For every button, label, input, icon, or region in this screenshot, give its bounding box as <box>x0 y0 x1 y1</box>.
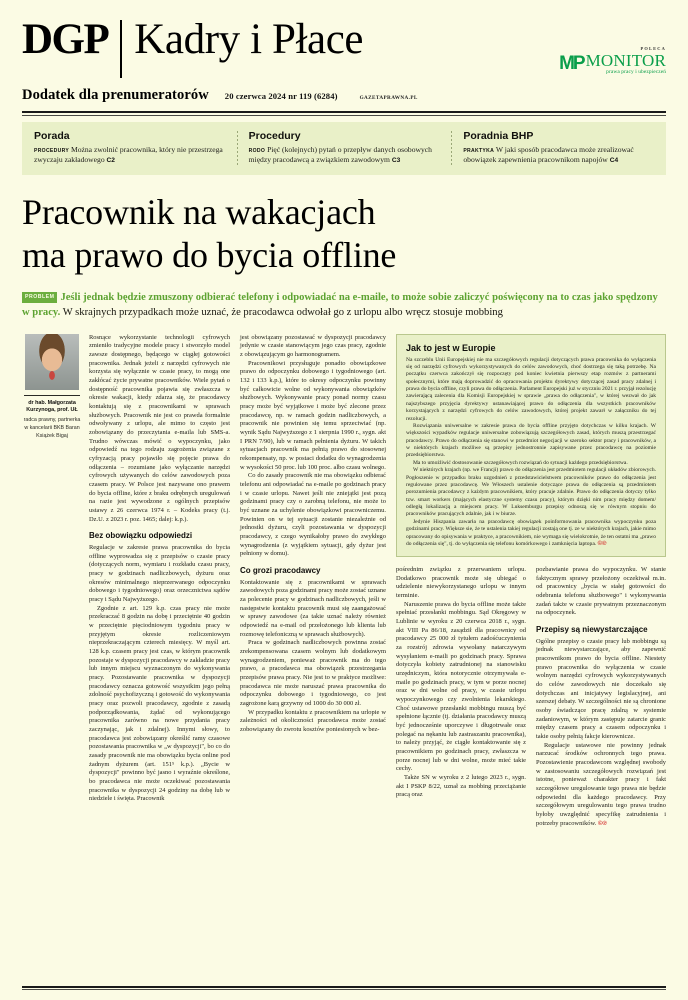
teaser-kicker: PRAKTYKA <box>463 147 495 154</box>
problem-badge: PROBLEM <box>22 292 57 303</box>
teaser-kicker: PROCEDURY <box>34 147 70 154</box>
paragraph: Ogólne przepisy o czasie pracy lub mobbingu są jednak niewystarczające, aby zapewnić pracownikom prawo do bycia offline. Niestety prawo pracownika do wyłączenia w czasie wolnym narzędzi cyfrowych wykorzystywanych do celów zawodowych nie doczekało się dotychczas ani inicjatywy legislacyjnej, ani szerszej debaty. W szczególności nie są chronione osoby świadczące pracę zdalną w systemie zadaniowym, w którym zastępuje zatarcie granic między czasem pracy a czasem odpoczynku i takie osoby pełnią fakcje kierownicze. <box>536 637 666 740</box>
mp-mark-icon: MP <box>559 53 584 75</box>
lead-highlight: Jeśli jednak będzie zmuszony odbierać telefony i odpowiadać na e-maile, to może sobie zaliczyć poświęcony na to czas jako spędzony w pracy. <box>22 291 658 319</box>
sidebar-title: Jak to jest w Europie <box>406 342 496 353</box>
article-lead <box>22 290 666 321</box>
lower-columns <box>396 566 666 828</box>
author-box <box>22 334 82 829</box>
paragraph <box>406 519 656 549</box>
teaser-body <box>463 145 654 166</box>
promo-name: MONITOR <box>585 51 666 70</box>
paragraph: W niektórych krajach (np. we Francji) prawo do odłączenia jest przedmiotem regulacji układów zbiorowych. Pogłoszenie w przypadku braku uzgodnień z przedstawicielstwem pracowników prawo do odłączenia jest regulowane przez pracodawcę. We Włoszech ustalenie dotyczące prawa do odłączenia są przedmiotem porozumienia pracodawcy z każdym pracownikiem, który pracuje zdalnie. Prawo do odłączenia dotyczy tylko tzw. smart workers (mających elastyczne systemy czasu pracy), którym dzięki nim pracy między domem/ odległą lokalizacją a miejscem pracy. W Luksemburgu przepisy odnoszą się w równym stopniu do pracowników pracujących zdalnie, jak i w biurze. <box>406 467 656 518</box>
masthead-divider <box>120 20 122 78</box>
paragraph: Rosnące wykorzystanie technologii cyfrowych zmieniło tradycyjne modele pracy i stworzyło model zawsze dostępnego, będącego w ciągłej gotowości pracownika. Jednak jeżeli z narzędzi cyfrowych nie korzysta się wyłącznie w czasie pracy, to mogą one zakłócać życie prywatne pracowników. Wiele pytań o dostępność pracownika pojawia się zwłaszcza w okresie wakacji, kiedy zdarza się, że pracodawcy kontaktują się z pracownikami w sprawach służbowych. Pracownik nie jest co prawda formalnie odwoływany z urlopu, ale mimo to często jest zobowiązany do przeczytania e-maila lub SMS-a. Trudno wówczas mówić o wypoczynku, jako odpowiedź na tego rodzaju zagrożenia związane z cyfryzacją pracy pojawiło się pojęcie prawa do odłączenia – rozumiane jako wyłączanie narzędzi cyfrowych używanych do celów zawodowych poza czasem pracy. W Polsce jest nazywane ono prawem do bycia offline, które z braku odrębnych uregulowań na razie jest wywodzone z ogólnych przepisów ustawy z 26 czerwca 1974 r. – Kodeks pracy (t.j. Dz.U. z 2023 r. poz. 1465; dalej: k.p.). <box>89 333 230 523</box>
teaser-page-ref: C4 <box>609 156 619 164</box>
column-three <box>396 566 526 828</box>
paragraph: pozbawianie prawa do wypoczynku. W stanie faktycznym sprawy przełożony oczekiwał m.in. od pracownicy „bycia w stałej gotowości do odebrania telefonu służbowego" i wykonywania zadań także w czasie prywatnym przeznaczonym na odpoczynek. <box>536 565 666 617</box>
teaser-body <box>249 145 440 166</box>
section-title: Kadry i Płace <box>134 16 364 63</box>
paragraph: Rozwiązania uniwersalne w zakresie prawa do bycia offline przyjęto dotychczas w kilku krajach. W większości wypadków regulacje uniwersalne zobowiązują szczegółowych zasad, których muszą przestrzegać pracodawcy. Prawo do odłączenia się stanowi w przedmiot negocjacji w szeroko sektor pracy i pracowników, a w niektórych krajach możliwe są przepisy jednostronnie zapisywane przez pracodawcę na poziomie przedsiębiorstwa. <box>406 422 656 459</box>
paragraph: pośrednim związku z przerwaniem urlopu. Dodatkowo pracownik może się ubiegać o udzielenie niewykorzystanego urlopu w innym terminie. <box>396 565 526 599</box>
website-url: GAZETAPRAWNA.PL <box>359 95 418 101</box>
paragraph: W przypadku kontaktu z pracownikiem na urlopie w zależności od okoliczności pracodawca może zostać zobowiązany do zwrotu kosztów poniesionych w bez- <box>240 708 386 734</box>
paragraph-text: Regulacje ustawowe nie powinny jednak narzucać środków ochronnych tego prawa. Pozostawienie pracodawcom względnej swobody w zastosowaniu szczegółowych rozwiązań jest istotne, ponieważ charakter pracy i fakt szczegółowe uregulowanie tego prawa nie będzie odpowiedni dla każdego pracodawcy. Przy szczegółowym uregulowaniu tego prawa trudno byłoby uwzględnić specyfikę zatrudnienia i potrzeby pracowników. <box>536 741 666 827</box>
paragraph: jest obowiązany pozostawać w dyspozycji pracodawcy jedynie w czasie stanowiącym jego czas pracy, zgodnie z obowiązującym go harmonogramem. <box>240 333 386 358</box>
paragraph: Na szczeblu Unii Europejskiej nie ma szczegółowych regulacji dotyczących prawa pracownika do wyłączenia się od narzędzi cyfrowych wykorzystywanych do celów zawodowych, choć dostrzega się taką potrzebę. Na początku czerwca zakończył się rozpoczęty pod koniec kwietnia pierwszy etap rozmów z partnerami społecznymi, które mają doprowadzić do opracowania projektu dyrektywy dotyczącej zasad pracy zdalnej i prawa do bycia offline, czyli prawa do odłączenia. Parlament Europejski już w styczniu 2021 r. przyjął rezolucję zawierającą zalecenia dla Komisji Europejskiej w sprawie „prawa do odłączenia", w której wezwał do jak najszybszego przyjęcia dyrektywy ustanawiającej prawo do odłączenia dla wszystkich pracowników korzystających z narzędzi cyfrowych do celów zawodowych, której projekt zawarł w załączniku do tej rezolucji. <box>406 356 656 422</box>
headline-line-2: ma prawo do bycia offline <box>22 234 397 275</box>
paragraph: Naruszenie prawa do bycia offline może także spełniać przesłanki mobbingu. Sąd Okręgowy w Lublinie w wyroku z 20 czerwca 2018 r., sygn. akt VIII Pa 86/18, zasądził dla pracownicy od pracodawcy 25 000 zł tytułem zadośćuczynienia za rozstrój zdrowia wywołany natarczywym wysyłaniem e-maili po godzinach pracy. Sprawa dotyczyła kobiety zatrudnionej na stanowisku urzędniczym, która notorycznie otrzymywała e-maile po godzinach pracy, w tym w porze nocnej oraz w dni wolne od pracy, w czasie urlopu wypoczynkowego czy zwolnienia lekarskiego. Choć ustawowe przesłanki mobbingu muszą być spełnione łącznie (tj. działania pracodawcy muszą być jednocześnie uporczywe i długotrwałe oraz polegać na nękaniu lub zastraszaniu pracownika), to należy przyjąć, że ciągłe kontaktowanie się z pracownikiem po godzinach pracy, zwłaszcza w porze nocnej lub w dni wolne, może mieć takie cechy. <box>396 600 526 773</box>
paragraph: Praca w godzinach nadliczbowych powinna zostać zrekompensowana czasem wolnym lub dodatkowym wynagrodzeniem, ponieważ pracownik ma do tego prawo, a pracodawca ma obowiązek przestrzegania przepisów prawa pracy. Nie jest to w praktyce możliwe: pracodawca nie może naruszać prawa pracownika do odpoczynku dobowego i tygodniowego, co jest zagrożone karą grzywny od 1000 do 30 000 zł. <box>240 639 386 708</box>
section-heading-bez-obowiazku: Bez obowiązku odpowiedzi <box>89 531 193 541</box>
teaser-body <box>34 145 225 166</box>
promo-subtitle: prawa pracy i ubezpieczeń <box>606 69 666 75</box>
sidebar-body <box>406 357 656 549</box>
teaser-porada[interactable] <box>22 130 237 166</box>
masthead-rule <box>22 111 666 113</box>
footer-rule <box>22 986 666 988</box>
teaser-title: Procedury <box>248 129 301 142</box>
column-two <box>240 334 386 829</box>
headline-line-1: Pracownik na wakacjach <box>22 191 376 232</box>
teaser-page-ref: C2 <box>106 156 115 164</box>
paragraph: Co do zasady pracownik nie ma obowiązku odbierać telefonu ani odpowiadać na e-maile po godzinach pracy i w czasie urlopu. Nawet jeśli nie zniejątki jest pozą godzinami pracy czy o zarobną telefonu, nie może to być uznane za uchylenie obowiązkowi pracowniczemu. Powinien on w tej sytuacji zostanie niezależnie od jednostki dyżuru, czyli pozostawania w dyspozycji pracodawcy, z czego wynikałoby prawo do zwykłego wynagrodzenia (z wyjątkiem sytuacji, gdy dyżur jest pełniony w domu). <box>240 472 386 558</box>
promo-logo <box>559 52 666 75</box>
supplement-label: Dodatek dla prenumeratorów <box>22 87 209 103</box>
masthead-subrow <box>22 87 666 104</box>
teaser-text: Można zwolnić pracownika, który nie przestrzega zwyczaju zakładowego <box>34 144 223 164</box>
paragraph-text: Jedynie Hiszpania zawarła na pracodawcę obowiązek poinformowania pracownika wypoczynku poza godzinami pracy. Większe sie, że te ustalenia takiej regulacji zostają one tj. ze w niektórych krajach, jakie mimo opracowany do opisywania w praktyce, a pracownikiem, nie wymaga się wielokrotnie, że ten ostatni ma „prawo do odłączenia się", tj. do wyłączenia się telefonu komórkowego i zamknięcia laptopa. <box>406 518 656 547</box>
column-four <box>536 566 666 828</box>
masthead-rule-thin <box>22 115 666 116</box>
issue-date: 20 czerwca 2024 nr 119 (6284) <box>224 91 338 101</box>
author-divider <box>24 395 80 396</box>
teaser-text: W jaki sposób pracodawca może zrealizować obowiązek zapewnienia pracownikom napojów <box>463 144 634 164</box>
author-name: dr hab. Małgorzata Kurzynoga, prof. UŁ <box>26 399 78 414</box>
paragraph: Pracownikowi przysługuje ponadto obowiązkowe prawo do odpoczynku dobowego i tygodniowego (art. 132 i 133 k.p.), które to okresy odpoczynku powinny być całkowicie wolne od wykonywania obowiązków służbowych. Wykonywanie pracy ponad normy czasu pracy może być wyjątkowe i może być zlecone przez pracodawcę, np. w ramach godzin nadliczbowych, a pracownik nie powinien się temu sprzeciwiać (np. wynik Sądu Najwyższego z 1 sierpnia 1990 r., sygn. akt I PRN 7/90), lub w ramach pełnienia dyżuru. W takich sytuacjach pracownik ma pełnią prawo do stosownej rekompensaty, np. w postaci dodatku do wynagrodzenia w wysokości 50 proc. lub 100 proc. albo czasu wolnego. <box>240 359 386 471</box>
section-heading-przepisy: Przepisy są niewystarczające <box>536 624 648 634</box>
author-role: radca prawny, partnerka w kancelarii BKB Baran Książek Bigaj <box>23 417 81 439</box>
paragraph: Regulacje w zakresie prawa pracownika do bycia offline wyprowadza się z przepisów o czasie pracy (dotyczących norm, wymiaru i rozkładu czasu pracy, pracy w godzinach nadliczbowych, dyżuru oraz okresów minimalnego nieprzerwanego odpoczynku dobowego i tygodniowego) oraz orzecznictwa sądów pracy i Sądu Najwyższego. <box>89 543 230 603</box>
page-title <box>22 191 666 277</box>
paragraph: Także SN w wyroku z 2 lutego 2023 r., sygn. akt I PSKP 8/22, uznał za mobbing przeciążanie pracą oraz <box>396 774 526 799</box>
paragraph: Ma to umożliwić dostosowanie szczegółowych rozwiązań do sytuacji każdego przedsiębiorstwa. <box>413 459 628 466</box>
teaser-title: Porada <box>34 129 70 142</box>
masthead <box>22 0 666 104</box>
teaser-procedury[interactable] <box>237 130 452 166</box>
lead-rest: W skrajnych przypadkach może uznać, że pracodawca odwołał go z urlopu albo wręcz stosuje mobbing <box>60 307 503 319</box>
section-heading-co-grozi: Co grozi pracodawcy <box>240 566 321 576</box>
teaser-text: Pięć (kolejnych) pytań o przepływ danych osobowych między pracodawcą a związkiem zawodowym <box>248 144 432 164</box>
teaser-kicker: RODO <box>248 147 266 154</box>
end-mark-icon: ©℗ <box>597 540 607 547</box>
paragraph: Kontaktowanie się z pracownikami w sprawach zawodowych poza godzinami pracy może zostać uznane za polecenie pracy w godzinach nadliczbowych, jeśli w następstwie kontaktu pracownik musi się zaangażować w sprawy zawodowe (za takie uznać należy również odpowiedź na e-mail od przełożonego lub klienta lub rozmowę telefoniczną w sprawach służbowych). <box>240 578 386 638</box>
brand-logo-dgp: DGP <box>22 16 109 63</box>
teaser-bar <box>22 122 666 175</box>
column-three-wrap <box>396 334 666 829</box>
teaser-title: Poradnia BHP <box>463 129 534 142</box>
europe-sidebar <box>396 334 666 557</box>
column-one-text <box>89 334 230 829</box>
teaser-page-ref: C3 <box>391 156 401 164</box>
article-body <box>22 334 666 829</box>
avatar <box>25 334 79 390</box>
paragraph: Zgodnie z art. 129 k.p. czas pracy nie może przekraczać 8 godzin na dobę i przeciętnie 40 godzin w przeciętnie pięciodniowym tygodniu pracy w przyjętym okresie rozliczeniowym nieprzekraczającym czterech miesięcy. W myśl art. 128 k.p. czasem pracy jest czas, w którym pracownik pozostaje w dyspozycji pracodawcy w zakładzie pracy lub innym miejscu wyznaczonym do wykonywania pracy. Pozostawanie pracownika w dyspozycji pracodawcy oznacza gotowość wszystkim jego pełną zdolność psychofizyczną i gotowość do wykonywania pracy oraz pozwoli pracodawcy, zgodnie z zasadą podporządkowania, żądać od wykonującego pracownika zarówno na nowe przydania pracy zaczynając, jak i zdalnej). Innymi słowy, to pracodawca jest zobowiązany określić ramy czasowe pozostawania pracownika w „w dyspozycji", bo co do zasady pracownik nie ma obowiązku bycia online pod żadnym dyżurem (art. 151⁵ k.p.). „Bycie w dyspozycji" powinno być jasno i wyraźnie określone, bo pracodawca nie może oczekiwać pozostawania pracownika w dyspozycji 24 godziny na dobę lub w niedziele i święta. Pracownik <box>89 604 230 803</box>
promo-poleca-label: POLECA <box>640 46 666 51</box>
teaser-poradnia-bhp[interactable] <box>451 130 666 166</box>
column-one <box>22 334 230 829</box>
end-mark-icon: ©℗ <box>597 820 607 827</box>
paragraph <box>536 742 666 829</box>
promo-text <box>586 52 666 75</box>
monitor-promo <box>559 46 666 75</box>
